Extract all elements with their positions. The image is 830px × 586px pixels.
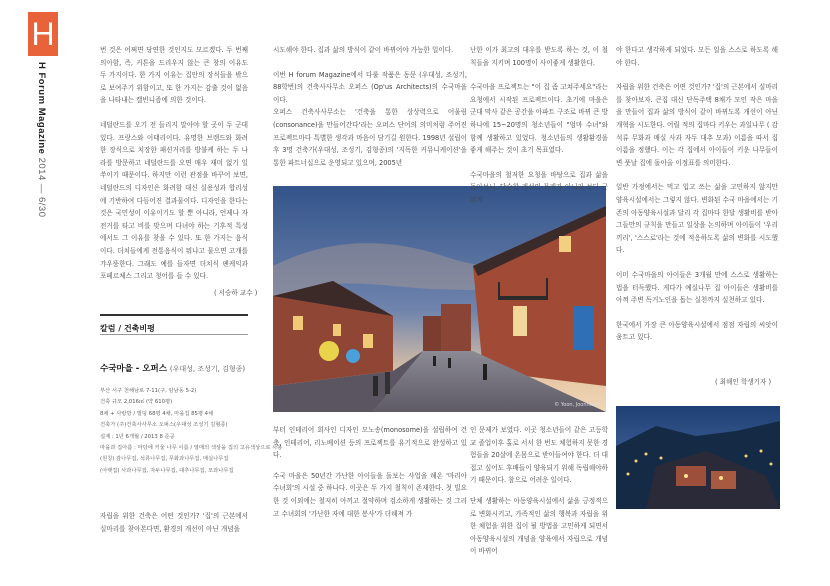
magazine-name: H Forum Magazine bbox=[36, 62, 47, 155]
text-column-4-bottom bbox=[616, 476, 778, 488]
paragraph: 야 한다고 생각하게 되었다. 모든 일을 스스로 하도록 해야 한다. bbox=[616, 46, 778, 67]
section-divider bbox=[100, 334, 248, 335]
text-column-3-bottom bbox=[470, 424, 608, 570]
text-column-1-bottom bbox=[100, 510, 248, 547]
section-tab: H bbox=[28, 12, 58, 56]
paragraph: 한국에서 가장 큰 아동양육시설에서 점점 자립의 씨앗이 움트고 있다. bbox=[616, 320, 778, 342]
text-column-2 bbox=[273, 44, 467, 181]
paragraph: 이번 H forum Magazine에서 다룰 작품은 동문 (우대성, 조성기, 88학번)의 건축사사무소 오퍼스 (Op'us Architects)의 수국마을 이다. bbox=[273, 70, 467, 104]
info-line: (원칭) 감나무집, 석류나무집, 무화과나무집, 매실나무집 bbox=[100, 456, 229, 463]
paragraph: 수국 마을은 50년간 가난한 아이들을 돌보는 사업을 해온 '마리아 수녀회'의 시설 중 하나다. 이곳은 두 가지 철칙이 존재한다. 첫 빌요한 것 이외에는 철저히 아끼고 절약하며 검소하게 생활하는 것 그리고 수녀회의 '가난한 자에 대한 봉사'가 더해져 가 bbox=[273, 471, 467, 518]
paragraph: 일반 가정에서는 먹고 입고 쓰는 삶을 고민하지 않지만 양육시설에서는 그렇지 않다. 변화된 수국 마을에서는 기존의 아동양육시설과 달리 각 집마다 한달 생활비를 받아 그들만의 규칙을 만들고 일상을 논의하며 아이들이 '우리끼리', '스스로'라는 것에 적응하도록 삶의 변화를 시도했다. bbox=[616, 183, 778, 255]
text-column-1 bbox=[100, 44, 248, 295]
paragraph: 번 것은 어쩌면 당연한 것인지도 모르겠다. 두 번째 의아함, 즉, 커튼을 드리우지 않는 큰 창의 이유도 두 가지이다. 한 가지 이유는 집안의 장식들을 밖으로 보여주기 위함이고, 또 한 가지는 감출 것이 없음을 나타내는 캘빈니즘에 의한 것이다. bbox=[100, 46, 248, 105]
section-divider bbox=[100, 314, 248, 316]
author-signature: ( 최해인 학생기자 ) bbox=[715, 378, 772, 386]
info-line: (아랫집) 사과나무집, 자두나무집, 대추나무집, 모과나무집 bbox=[100, 467, 234, 474]
project-title bbox=[100, 362, 245, 374]
paragraph: 부터 인테리어 회사인 디자인 모노송(monosome)을 설립하여 건축, 인테리어, 리노베이션 등의 프로젝트를 유기적으로 완성하고 있다. bbox=[273, 426, 467, 460]
column-category: 칼럼 / 건축비평 bbox=[100, 324, 155, 333]
village-photo bbox=[273, 186, 606, 412]
paragraph: 단체 생활하는 아동양육시설에서 삶을 긍정적으로 변화시키고, 가족적인 삶의 행복과 자립을 위한 체험을 위한 집이 될 방법을 고민하게 되면서 아동양육시설의 개념을 양육에서 자립으로 개념이 바뀌어 bbox=[470, 496, 608, 556]
magazine-vertical-title bbox=[36, 62, 47, 218]
author-signature: ( 서승하 교수 ) bbox=[214, 289, 258, 297]
paragraph: 시도해야 한다. 집과 삶의 방식이 같이 바뀌어야 가능한 일이다. bbox=[273, 46, 454, 54]
night-village-photo bbox=[616, 406, 780, 509]
paragraph: 난한 이가 최고의 대우를 받도록 하는 것, 이 철칙들을 지키며 100명이 사이좋게 생활한다. bbox=[470, 46, 608, 67]
village-photo-illustration bbox=[273, 186, 606, 412]
issue-date: 2014 — 6/30 bbox=[36, 157, 47, 218]
info-line: 건축 규모 2,016㎡ (약 610평) bbox=[100, 399, 173, 406]
info-line: 8채 + 사랑방 / 빌딩 68평 4채, 마을집 85평 4채 bbox=[100, 410, 214, 417]
paragraph: 자립을 위한 건축은 어떤 것인가? '집'의 근본에서 실마리를 찾아보자. 큰집 대신 단독주택 8채가 모인 작은 마을을 만들어 집과 삶의 방식이 같이 바뀌도록 개선이 아닌 개혁을 시도한다. 어릴 적의 집마다 키우는 과일나무 ( 감 석류 무화과 매실 사과 자두 대추 모과) 이름을 따서 집 이름을 정했다. 이는 각 집에서 아이들이 키운 나무들이 변 풋날 집에 돌아올 이정표를 의미한다. bbox=[616, 83, 778, 167]
text-column-3 bbox=[470, 44, 608, 219]
paragraph: 오퍼스 건축사사무소는 '건축을 통한 상상력으로 어울림(consonance)을 만들어간다'라는 오퍼스 단어의 의미처럼 주어진 프로젝트마다 특별한 생각과 마음이 담기길 원한다. 1998년 설립이후 3명 건축가(우대성, 조성기, 김형종)의 '지독한 커뮤니케이션'을 통한 파트너십으로 운영되고 있으며, 2005년 bbox=[273, 108, 467, 167]
night-village-illustration bbox=[616, 406, 780, 509]
info-line: 설계 : 1년 6개월 / 2013 8 준공 bbox=[100, 433, 175, 440]
photo-credit: © Yoon, Joonhwan bbox=[554, 402, 600, 408]
project-info bbox=[100, 386, 283, 477]
info-line: 부산 서구 천해남로 7-11(구, 암남동 5-2) bbox=[100, 388, 197, 394]
paragraph: 네덜란드를 오기 전 들리지 말아야 할 곳이 두 군데 있다. 프랑스와 이태리이다. 유명한 브랜드와 화려한 장식으로 치장한 패션거리를 방불케 하는 두 나라를 방문하고 네덜란드를 오면 매우 재미 없기 일쑤이기 때문이다. 하지만 이런 관점을 바꾸어 보면, 네덜란드의 디자인은 화려함 대신 실용성과 합리성에 기반하여 다듬어진 결과물이다. 디자인을 한다는 것은 국민성이 이유이기도 할 뿐 아니라, 언제나 자전거를 타고 비를 맞으며 다녀야 하는 기후적 특성에서도 그 이유를 찾을 수 있다. 또 한 가지는 음식이다. 더치들에게 전통음식이 뭐냐고 물으면 고개를 갸우뚱한다. 그래도 예를 들자면 더치식 팬케익과 포페르체스 그리고 청어를 들 수 있다. bbox=[100, 120, 248, 281]
text-column-4 bbox=[616, 44, 778, 356]
paragraph: 인 문제가 보였다. 이곳 청소년들이 같은 고등학교 졸업이후 홀로 서서 한 번도 체험하지 못한 경험들을 20살에 온몸으로 받아들여야 한다. 더 대접고 싶어도 후배들이 양육되기 위해 독립해야하기 때문이다. 참으로 어려운 일이다. bbox=[470, 426, 608, 485]
paragraph: 수국마을의 철저한 요청을 바탕으로 집과 삶을 돌아보니, 단순한 개선의 문제가 아니라 보다 근본적 bbox=[470, 170, 608, 204]
project-architects: (우대성, 조성기, 김형종) bbox=[169, 365, 246, 373]
paragraph: 자립을 위한 건축은 어떤 것인가? '집'의 근본에서 실마리를 찾아본다면, 환경의 개선이 아닌 개념을 bbox=[100, 512, 248, 533]
info-line: 마을과 집아름 : 마당에 키울 나무 이름 / 열매의 색상을 집의 고유색상으로 사용 bbox=[100, 445, 283, 452]
paragraph: 이미 수국마을의 아이들은 3개월 만에 스스로 생활하는 법을 터득했다. 게다가 예실나무 집 아이들은 생활비를 아껴 주변 독거노인을 돕는 실천까지 실천하고 있다. bbox=[616, 270, 778, 305]
info-line: 건축가 (주)건축사사무소 오퍼스(우대성 조성기 김형종) bbox=[100, 422, 228, 429]
project-name: 수국마을 - 오퍼스 bbox=[100, 364, 167, 374]
text-column-2-bottom bbox=[273, 424, 467, 532]
paragraph: 수국마을 프로젝트는 "이 집 좀 고쳐주세요"라는 요청에서 시작된 프로젝트이다. 초기에 마을은 군대 막사 같은 공간을 아파트 구조로 바뀌 큰 방 하나에 15~20명의 청소년들이 "엄마 수녀"와 함께 생활하고 있었다. 청소년들의 생활환경을 좋게 해주는 것이 초기 목표였다. bbox=[470, 83, 608, 155]
